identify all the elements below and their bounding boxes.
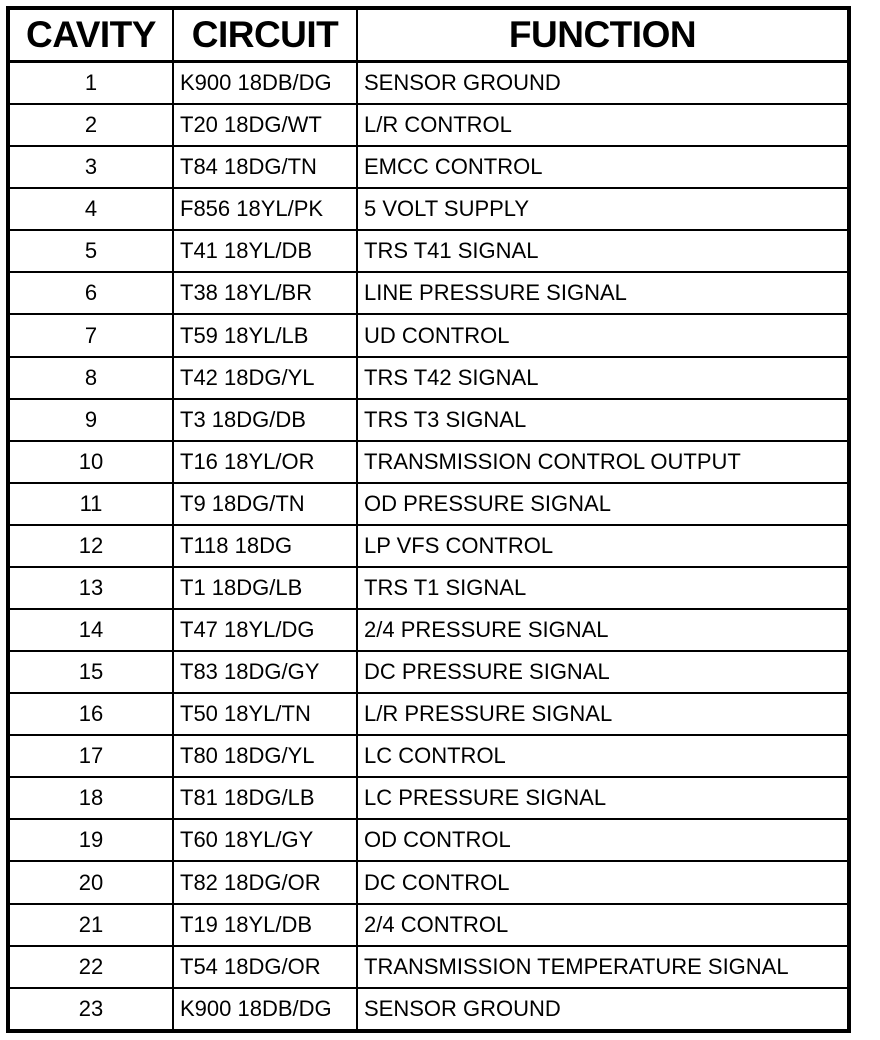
table-row: [10, 188, 847, 230]
cavity-cell: 4: [10, 188, 173, 230]
cavity-cell: 21: [10, 904, 173, 946]
function-cell: 5 VOLT SUPPLY: [357, 188, 847, 230]
table-row: [10, 357, 847, 399]
cavity-cell: 5: [10, 230, 173, 272]
cavity-cell: 1: [10, 62, 173, 105]
table-row: [10, 651, 847, 693]
table-row: [10, 146, 847, 188]
circuit-cell: T84 18DG/TN: [173, 146, 357, 188]
cavity-cell: 22: [10, 946, 173, 988]
table-row: [10, 230, 847, 272]
function-cell: LC CONTROL: [357, 735, 847, 777]
function-cell: 2/4 CONTROL: [357, 904, 847, 946]
function-cell: UD CONTROL: [357, 314, 847, 356]
table-row: [10, 777, 847, 819]
circuit-cell: T9 18DG/TN: [173, 483, 357, 525]
cavity-cell: 17: [10, 735, 173, 777]
circuit-cell: T60 18YL/GY: [173, 819, 357, 861]
cavity-cell: 12: [10, 525, 173, 567]
table-body: [10, 62, 847, 1030]
function-cell: TRANSMISSION TEMPERATURE SIGNAL: [357, 946, 847, 988]
circuit-cell: T3 18DG/DB: [173, 399, 357, 441]
header-row: [10, 10, 847, 62]
function-cell: 2/4 PRESSURE SIGNAL: [357, 609, 847, 651]
connector-pinout-table: [10, 10, 847, 1029]
cavity-cell: 9: [10, 399, 173, 441]
table-row: [10, 399, 847, 441]
cavity-cell: 2: [10, 104, 173, 146]
table-row: [10, 609, 847, 651]
function-cell: TRS T41 SIGNAL: [357, 230, 847, 272]
cavity-cell: 3: [10, 146, 173, 188]
cavity-cell: 15: [10, 651, 173, 693]
function-cell: L/R CONTROL: [357, 104, 847, 146]
cavity-cell: 19: [10, 819, 173, 861]
function-cell: LC PRESSURE SIGNAL: [357, 777, 847, 819]
circuit-cell: F856 18YL/PK: [173, 188, 357, 230]
circuit-cell: T42 18DG/YL: [173, 357, 357, 399]
table-row: [10, 62, 847, 105]
function-header: FUNCTION: [357, 10, 847, 62]
table-row: [10, 272, 847, 314]
circuit-cell: T82 18DG/OR: [173, 861, 357, 903]
cavity-cell: 13: [10, 567, 173, 609]
table-row: [10, 483, 847, 525]
circuit-cell: T50 18YL/TN: [173, 693, 357, 735]
function-cell: DC PRESSURE SIGNAL: [357, 651, 847, 693]
function-cell: OD PRESSURE SIGNAL: [357, 483, 847, 525]
table-row: [10, 861, 847, 903]
function-cell: LP VFS CONTROL: [357, 525, 847, 567]
function-cell: DC CONTROL: [357, 861, 847, 903]
circuit-cell: T41 18YL/DB: [173, 230, 357, 272]
table-row: [10, 567, 847, 609]
circuit-cell: K900 18DB/DG: [173, 988, 357, 1029]
cavity-cell: 7: [10, 314, 173, 356]
cavity-cell: 6: [10, 272, 173, 314]
function-cell: OD CONTROL: [357, 819, 847, 861]
table-row: [10, 735, 847, 777]
circuit-cell: T80 18DG/YL: [173, 735, 357, 777]
cavity-cell: 11: [10, 483, 173, 525]
function-cell: EMCC CONTROL: [357, 146, 847, 188]
function-cell: SENSOR GROUND: [364, 995, 561, 1021]
table-row: [10, 988, 847, 1029]
function-cell: SENSOR GROUND: [357, 62, 847, 105]
function-cell: L/R PRESSURE SIGNAL: [357, 693, 847, 735]
table-row: [10, 693, 847, 735]
function-cell: TRS T42 SIGNAL: [357, 357, 847, 399]
table-row: [10, 104, 847, 146]
connector-pinout-table-frame: [6, 6, 851, 1033]
cavity-cell: 14: [10, 609, 173, 651]
circuit-cell: T83 18DG/GY: [173, 651, 357, 693]
cavity-cell: 23: [10, 988, 173, 1029]
circuit-header: CIRCUIT: [173, 10, 357, 62]
cavity-cell: 20: [10, 861, 173, 903]
function-cell: TRS T1 SIGNAL: [357, 567, 847, 609]
table-row: [10, 314, 847, 356]
circuit-cell: T20 18DG/WT: [173, 104, 357, 146]
function-cell: TRS T3 SIGNAL: [357, 399, 847, 441]
table-row: [10, 904, 847, 946]
cavity-cell: 8: [10, 357, 173, 399]
circuit-cell: T1 18DG/LB: [173, 567, 357, 609]
cavity-cell: 16: [10, 693, 173, 735]
table-row: [10, 819, 847, 861]
function-cell: TRANSMISSION CONTROL OUTPUT: [357, 441, 847, 483]
circuit-cell: T19 18YL/DB: [173, 904, 357, 946]
circuit-cell: T54 18DG/OR: [173, 946, 357, 988]
table-row: [10, 441, 847, 483]
function-cell: LINE PRESSURE SIGNAL: [357, 272, 847, 314]
circuit-cell: K900 18DB/DG: [173, 62, 357, 105]
circuit-cell: T38 18YL/BR: [173, 272, 357, 314]
table-row: [10, 946, 847, 988]
circuit-cell: T118 18DG: [173, 525, 357, 567]
circuit-cell: T16 18YL/OR: [173, 441, 357, 483]
cavity-cell: 18: [10, 777, 173, 819]
circuit-cell: T81 18DG/LB: [173, 777, 357, 819]
table-row: [10, 525, 847, 567]
circuit-cell: T59 18YL/LB: [173, 314, 357, 356]
cavity-cell: 10: [10, 441, 173, 483]
circuit-cell: T47 18YL/DG: [173, 609, 357, 651]
cavity-header: CAVITY: [10, 10, 173, 62]
